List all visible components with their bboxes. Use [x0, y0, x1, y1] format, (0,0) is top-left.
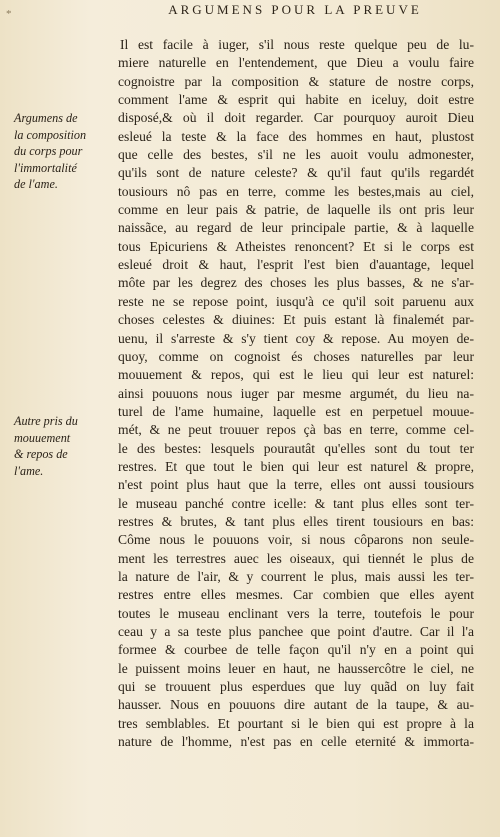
margin-note-line: du corps pour	[14, 144, 83, 158]
body-line: esleué la teste & la face des hommes en haut, plustost	[118, 128, 474, 144]
margin-note-line: Argumens de	[14, 111, 78, 125]
margin-note-line: & repos de	[14, 447, 68, 461]
body-line: nature de l'homme, n'est pas en celle eternité & immorta-	[118, 734, 474, 750]
body-line: ainsi pouuons nous iuger par mesme argumét, du lieu na-	[118, 385, 474, 401]
body-line: Côme nous le pouuons voir, si nous côparons non seule-	[118, 532, 474, 548]
body-line: le puissent moins leuer en haut, ne haussercôtre le ciel, ne	[118, 660, 474, 676]
body-line: esleué droit & haut, l'esprit l'est bien d'auantage, lequel	[118, 257, 474, 273]
body-line: le museau panché contre icelle: & tant plus elles sont ter-	[118, 495, 474, 511]
margin-note-line: Autre pris du	[14, 414, 78, 428]
body-line: qu'ils sont de nature celeste? & qu'il faut qu'ils regardét	[118, 165, 474, 181]
body-line: n'est point plus haut que la terre, elles ont aussi tousiours	[118, 477, 474, 493]
margin-note-line: l'ame.	[14, 463, 44, 478]
body-line: la nature de l'air, & y courrent le plus, mais aussi les ter-	[118, 568, 474, 584]
body-line: quoy, comme on cognoist és choses naturelles par leur	[118, 348, 474, 364]
body-line: choses celestes & diuines: Et puis estant là finalemét par-	[118, 312, 474, 328]
body-line: le des bestes: lesquels pourautât qu'elles sont du tout ter	[118, 440, 474, 456]
body-line: Il est facile à iuger, s'il nous reste quelque peu de lu-	[120, 37, 474, 52]
body-line: toutes le museau enclinant vers la terre, toutefois le pour	[118, 605, 474, 621]
margin-note-line: de l'ame.	[14, 177, 58, 191]
body-line: naissãce, au regard de leur principale partie, & à laquelle	[118, 220, 474, 236]
margin-note-line: l'immortalité	[14, 160, 77, 175]
margin-note-composition	[14, 110, 114, 193]
body-line: restres & brutes, & tant plus elles tirent tousiours en bas:	[118, 513, 474, 529]
margin-note-line: la composition	[14, 127, 87, 142]
body-line: tous Epicuriens & Atheistes renoncent? Et si le corps est	[118, 238, 474, 254]
body-text	[118, 36, 474, 751]
body-line: mouuement & repos, qui est le lieu qui leur est naturel:	[118, 367, 474, 383]
body-line: restres. Et que tout le bien qui leur est naturel & propre,	[118, 458, 474, 474]
body-line: tousiours nô pas en terre, comme les bestes,mais au ciel,	[118, 183, 474, 199]
body-line: disposé,& où il doit regarder. Car pourquoy auroit Dieu	[118, 110, 474, 126]
body-line: hausser. Nous en pouuons dire autant de la taupe, & au-	[118, 697, 474, 713]
body-line: qui se trouuent plus esperdues que luy quãd on luy fait	[118, 679, 474, 695]
body-line: miere naturelle en l'entendement, que Dieu a voulu faire	[118, 55, 474, 71]
body-line: cognoistre par la composition & stature de nostre corps,	[118, 73, 474, 89]
margin-note-mouvement	[14, 413, 114, 479]
body-line: tres semblables. Et pourtant si le bien qui est propre à la	[118, 715, 474, 731]
body-line: turel de l'ame humaine, laquelle est en perpetuel mouue-	[118, 403, 474, 419]
running-head: ARGUMENS POUR LA PREUVE	[168, 2, 422, 17]
body-line: uenu, il s'arreste & s'y tient coy & repose. Au moyen de-	[118, 330, 474, 346]
body-line: formee & courbee de telle façon qu'il n'y en a point qui	[118, 642, 474, 658]
body-line: ceau y a sa teste plus panchee que point d'autre. Car il l'a	[118, 624, 474, 639]
margin-note-line: mouuement	[14, 430, 71, 445]
body-line: restres entre elles mesmes. Car combien que elles ayent	[118, 587, 474, 603]
body-line: comment l'ame & esprit qui habite en iceluy, doit estre	[118, 92, 474, 108]
body-line: môte par les degrez des choses les plus basses, & ne s'ar-	[118, 275, 474, 291]
body-line: ment les terrestres auec les oiseaux, qui tiennét le plus de	[118, 550, 474, 566]
body-line: reste ne se repose point, iusqu'à ce qu'il soit paruenu aux	[118, 293, 474, 309]
body-line: comme en leur pais & patrie, de laquelle ils ont pris leur	[118, 202, 474, 218]
body-line: que celle des bestes, s'il ne les auoit voulu admonester,	[118, 147, 474, 163]
corner-mark: *	[6, 8, 12, 20]
body-line: mét, & ne peut trouuer repos çà bas en terre, comme cel-	[118, 422, 474, 438]
